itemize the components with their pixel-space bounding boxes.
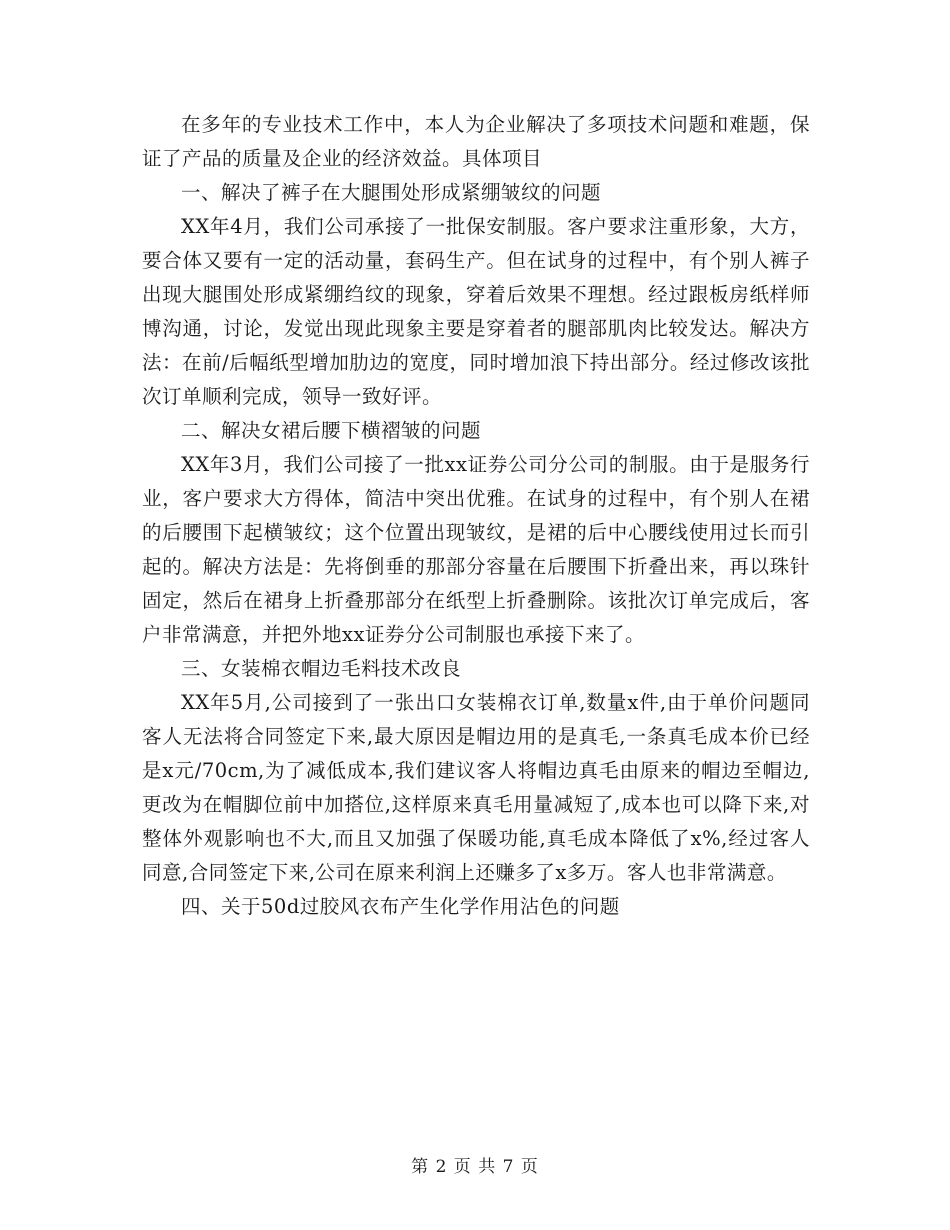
- page-number-footer: 第 2 页 共 7 页: [411, 1157, 539, 1177]
- section-1-body: XX年4月，我们公司承接了一批保安制服。客户要求注重形象，大方，要合体又要有一定的活动量，套码生产。但在试身的过程中，有个别人裤子出现大腿围处形成紧绷绉纹的现象，穿着后效果不理想。经过跟板房纸样师博沟通，讨论，发觉出现此现象主要是穿着者的腿部肌肉比较发达。解决方法：在前/后幅纸型增加肋边的宽度，同时增加浪下持出部分。经过修改该批次订单顺利完成，领导一致好评。: [142, 215, 810, 408]
- section-3-body: XX年5月,公司接到了一张出口女装棉衣订单,数量x件,由于单价问题同客人无法将合同签定下来,最大原因是帽边用的是真毛,一条真毛成本价已经是x元/70cm,为了减低成本,我们建议客人将帽边真毛由原来的帽边至帽边,更改为在帽脚位前中加搭位,这样原来真毛用量减短了,成本也可以降下来,对整体外观影响也不大,而且又加强了保暖功能,真毛成本降低了x%,经过客人同意,合同签定下来,公司在原来利润上还赚多了x多万。客人也非常满意。: [142, 691, 810, 884]
- section-4-heading: 四、关于50d过胶风衣布产生化学作用沾色的问题: [181, 895, 620, 918]
- section-3-heading: 三、女装棉衣帽边毛料技术改良: [181, 657, 462, 680]
- document-body: [142, 108, 810, 924]
- section-2-body: XX年3月，我们公司接了一批xx证券公司分公司的制服。由于是服务行业，客户要求大方得体，简洁中突出优雅。在试身的过程中，有个别人在裙的后腰围下起横皱纹；这个位置出现皱纹，是裙的后中心腰线使用过长而引起的。解决方法是：先将倒垂的那部分容量在后腰围下折叠出来，再以珠针固定，然后在裙身上折叠那部分在纸型上折叠删除。该批次订单完成后，客户非常满意，并把外地xx证券分公司制服也承接下来了。: [142, 453, 810, 646]
- intro-paragraph: 在多年的专业技术工作中，本人为企业解决了多项技术问题和难题，保证了产品的质量及企业的经济效益。具体项目: [142, 113, 810, 170]
- section-1-heading: 一、解决了裤子在大腿围处形成紧绷皱纹的问题: [181, 181, 602, 204]
- section-2-heading: 二、解决女裙后腰下横褶皱的问题: [181, 419, 482, 442]
